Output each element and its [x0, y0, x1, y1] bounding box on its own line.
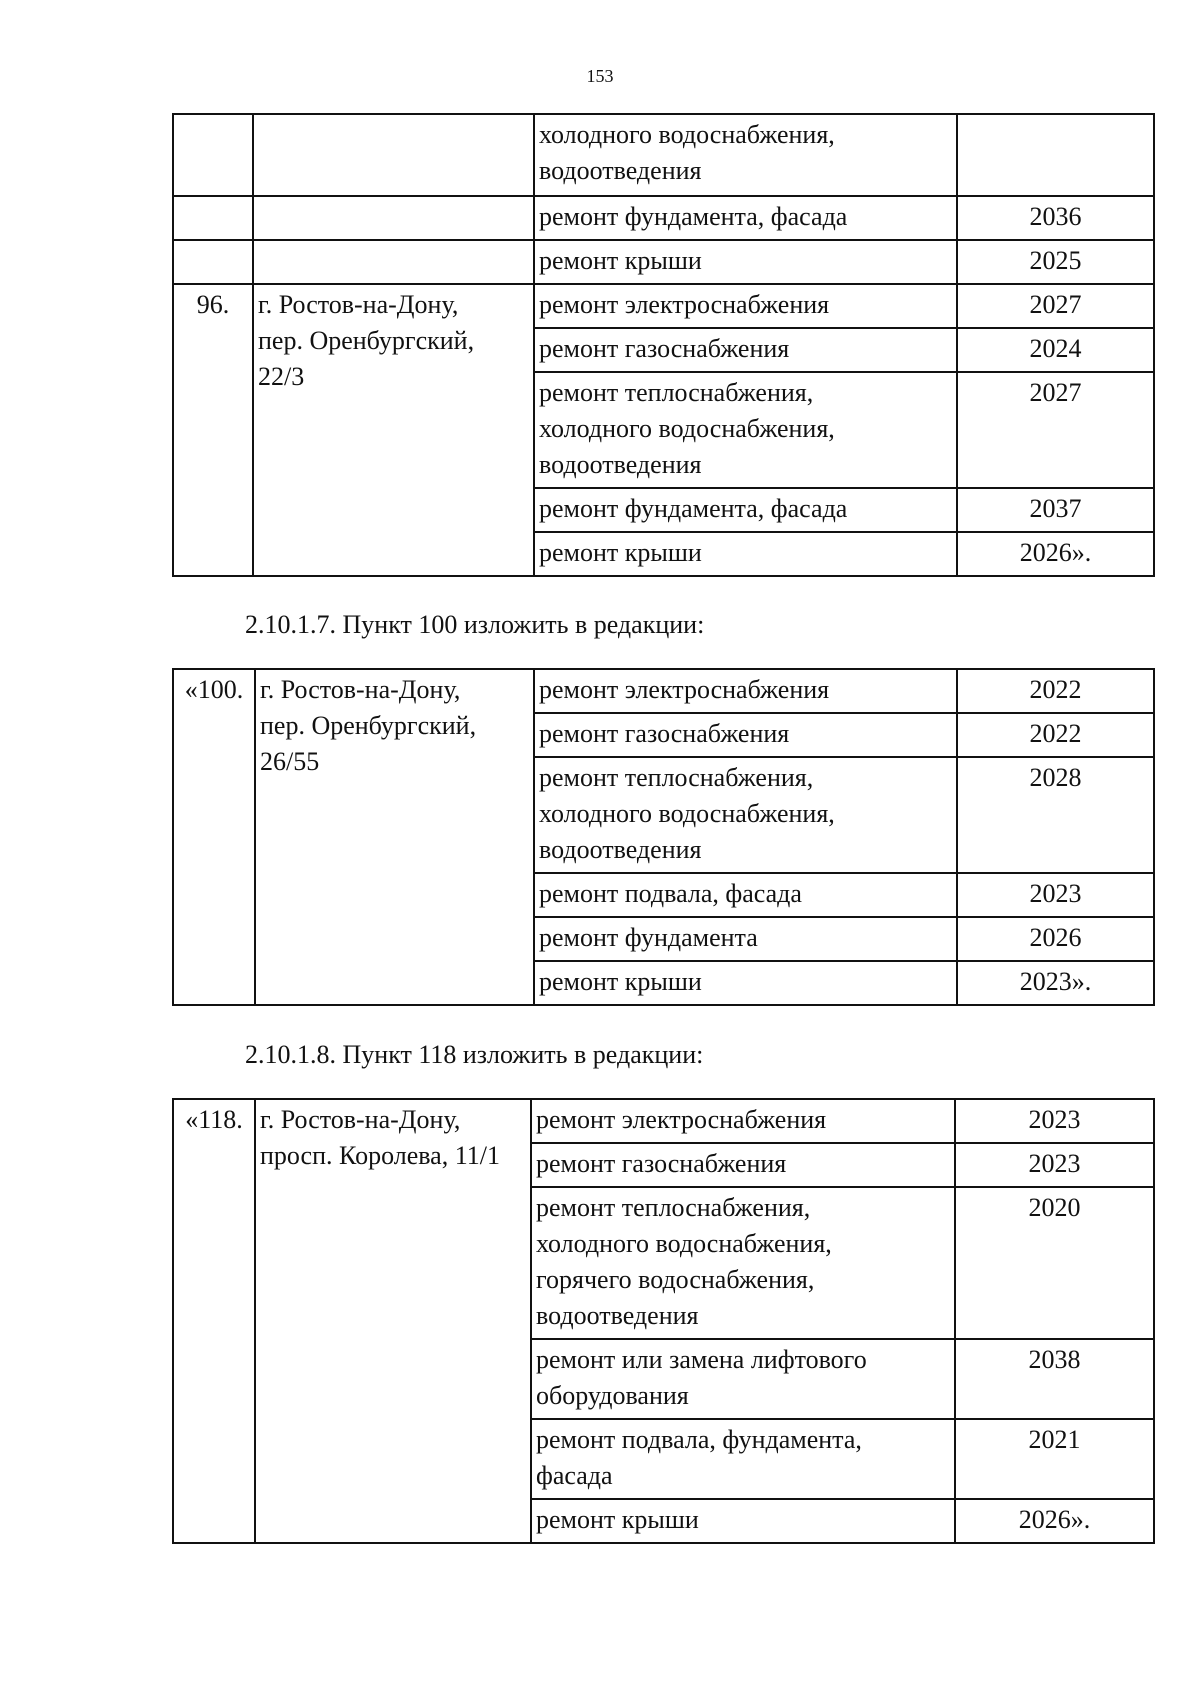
entry-number: 96.	[173, 284, 253, 576]
table-entry-100	[172, 668, 1155, 1006]
work-cell: ремонт фундамента, фасада	[534, 196, 957, 240]
work-cell: ремонт теплоснабжения, холодного водоснабжения, водоотведения	[534, 372, 957, 488]
year-cell: 2023	[957, 873, 1154, 917]
entry-address: г. Ростов-на-Дону, пер. Оренбургский, 26/55	[255, 669, 534, 1005]
year-cell: 2027	[957, 372, 1154, 488]
table-entry-118	[172, 1098, 1155, 1544]
entry-number: «118.	[173, 1099, 255, 1543]
year-cell: 2036	[957, 196, 1154, 240]
work-cell: ремонт крыши	[534, 961, 957, 1005]
year-cell: 2025	[957, 240, 1154, 284]
year-cell: 2023	[955, 1143, 1154, 1187]
work-cell: ремонт электроснабжения	[534, 669, 957, 713]
paragraph-2-10-1-8: 2.10.1.8. Пункт 118 изложить в редакции:	[245, 1040, 704, 1069]
year-cell: 2020	[955, 1187, 1154, 1339]
year-cell: 2021	[955, 1419, 1154, 1499]
num-cell	[173, 196, 253, 240]
work-cell: ремонт подвала, фасада	[534, 873, 957, 917]
work-cell: ремонт крыши	[534, 240, 957, 284]
num-cell	[173, 114, 253, 196]
address-cell	[253, 196, 534, 240]
address-cell	[253, 114, 534, 196]
year-cell: 2026».	[955, 1499, 1154, 1543]
year-cell: 2023	[955, 1099, 1154, 1143]
work-cell: ремонт газоснабжения	[534, 713, 957, 757]
work-cell: ремонт или замена лифтового оборудования	[531, 1339, 955, 1419]
work-cell: ремонт теплоснабжения, холодного водоснабжения, водоотведения	[534, 757, 957, 873]
year-cell: 2022	[957, 713, 1154, 757]
year-cell	[957, 114, 1154, 196]
work-cell: ремонт теплоснабжения, холодного водоснабжения, горячего водоснабжения, водоотведения	[531, 1187, 955, 1339]
year-cell: 2037	[957, 488, 1154, 532]
year-cell: 2024	[957, 328, 1154, 372]
work-cell: ремонт электроснабжения	[534, 284, 957, 328]
year-cell: 2023».	[957, 961, 1154, 1005]
entry-address: г. Ростов-на-Дону, просп. Королева, 11/1	[255, 1099, 531, 1543]
work-cell: ремонт газоснабжения	[531, 1143, 955, 1187]
year-cell: 2022	[957, 669, 1154, 713]
table-entry-96	[172, 113, 1155, 577]
paragraph-2-10-1-7: 2.10.1.7. Пункт 100 изложить в редакции:	[245, 610, 705, 639]
year-cell: 2026	[957, 917, 1154, 961]
address-cell	[253, 240, 534, 284]
work-cell: холодного водоснабжения, водоотведения	[534, 114, 957, 196]
work-cell: ремонт подвала, фундамента, фасада	[531, 1419, 955, 1499]
work-cell: ремонт крыши	[531, 1499, 955, 1543]
page-number: 153	[586, 66, 614, 86]
year-cell: 2038	[955, 1339, 1154, 1419]
entry-number: «100.	[173, 669, 255, 1005]
work-cell: ремонт фундамента, фасада	[534, 488, 957, 532]
entry-address: г. Ростов-на-Дону, пер. Оренбургский, 22/3	[253, 284, 534, 576]
work-cell: ремонт газоснабжения	[534, 328, 957, 372]
work-cell: ремонт фундамента	[534, 917, 957, 961]
work-cell: ремонт электроснабжения	[531, 1099, 955, 1143]
num-cell	[173, 240, 253, 284]
year-cell: 2026».	[957, 532, 1154, 576]
work-cell: ремонт крыши	[534, 532, 957, 576]
year-cell: 2027	[957, 284, 1154, 328]
year-cell: 2028	[957, 757, 1154, 873]
